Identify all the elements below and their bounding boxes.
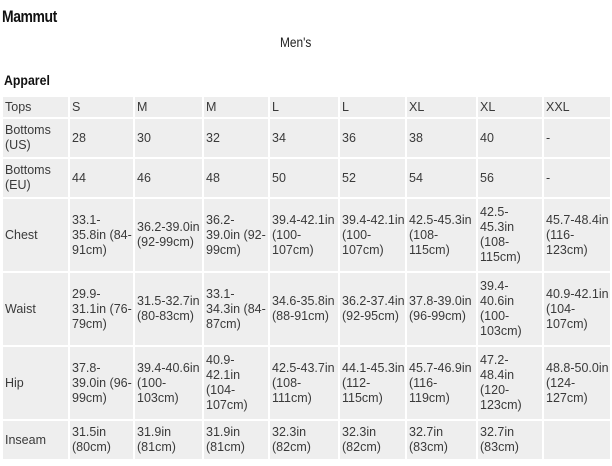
- table-cell: 28: [70, 119, 133, 157]
- table-cell: 31.9in (81cm): [204, 421, 268, 459]
- table-cell: 54: [407, 159, 476, 197]
- table-cell: 42.5-45.3in (108-115cm): [478, 199, 542, 271]
- table-cell: 32.3in (82cm): [270, 421, 338, 459]
- table-cell: 36.2-39.0in (92-99cm): [204, 199, 268, 271]
- table-cell: 31.9in (81cm): [135, 421, 202, 459]
- row-label-hip: Hip: [3, 347, 68, 419]
- table-cell: 38: [407, 119, 476, 157]
- section-heading: Apparel: [4, 72, 50, 88]
- table-cell: 46: [135, 159, 202, 197]
- table-cell: 32.3in (82cm): [340, 421, 405, 459]
- table-cell: 34: [270, 119, 338, 157]
- table-cell: M: [204, 97, 268, 117]
- table-cell: 45.7-46.9in (116-119cm): [407, 347, 476, 419]
- row-label-inseam: Inseam: [3, 421, 68, 459]
- table-cell: 40: [478, 119, 542, 157]
- table-cell: L: [270, 97, 338, 117]
- table-cell: 44.1-45.3in (112-115cm): [340, 347, 405, 419]
- table-cell: 39.4-42.1in (100-107cm): [270, 199, 338, 271]
- table-cell: 32.7in (83cm): [407, 421, 476, 459]
- row-label-tops: Tops: [3, 97, 68, 117]
- table-cell: XL: [407, 97, 476, 117]
- table-cell: 52: [340, 159, 405, 197]
- table-cell: 40.9-42.1in (104-107cm): [204, 347, 268, 419]
- table-cell: 33.1-34.3in (84-87cm): [204, 273, 268, 345]
- table-cell: 30: [135, 119, 202, 157]
- table-row-tops: [3, 97, 610, 117]
- table-cell: XXL: [544, 97, 610, 117]
- table-cell: 29.9-31.1in (76-79cm): [70, 273, 133, 345]
- table-cell: 37.8-39.0in (96-99cm): [407, 273, 476, 345]
- table-cell: 40.9-42.1in (104-107cm): [544, 273, 610, 345]
- table-cell: 36.2-37.4in (92-95cm): [340, 273, 405, 345]
- table-row-waist: [3, 273, 610, 345]
- table-cell: -: [544, 159, 610, 197]
- table-cell: 36.2-39.0in (92-99cm): [135, 199, 202, 271]
- table-cell: S: [70, 97, 133, 117]
- table-cell: 42.5-43.7in (108-111cm): [270, 347, 338, 419]
- table-cell: 37.8-39.0in (96-99cm): [70, 347, 133, 419]
- table-cell: 39.4-40.6in (100-103cm): [135, 347, 202, 419]
- table-cell: 34.6-35.8in (88-91cm): [270, 273, 338, 345]
- table-cell: 36: [340, 119, 405, 157]
- table-cell: 56: [478, 159, 542, 197]
- table-cell: 50: [270, 159, 338, 197]
- row-label-waist: Waist: [3, 273, 68, 345]
- table-cell: 44: [70, 159, 133, 197]
- table-cell: 48: [204, 159, 268, 197]
- table-row-chest: [3, 199, 610, 271]
- row-label-chest: Chest: [3, 199, 68, 271]
- table-cell: 39.4-40.6in (100-103cm): [478, 273, 542, 345]
- table-row-hip: [3, 347, 610, 419]
- table-cell: XL: [478, 97, 542, 117]
- table-cell: 42.5-45.3in (108-115cm): [407, 199, 476, 271]
- chart-subtitle: Men's: [280, 34, 312, 50]
- table-cell: 48.8-50.0in (124-127cm): [544, 347, 610, 419]
- table-cell: 39.4-42.1in (100-107cm): [340, 199, 405, 271]
- table-cell: M: [135, 97, 202, 117]
- size-chart-table: [1, 95, 612, 461]
- table-row-inseam: [3, 421, 610, 459]
- brand-logo: Mammut: [2, 7, 57, 26]
- table-cell: L: [340, 97, 405, 117]
- table-cell: 47.2-48.4in (120-123cm): [478, 347, 542, 419]
- table-cell: 32: [204, 119, 268, 157]
- table-cell: [544, 421, 610, 459]
- row-label-bottoms-eu: Bottoms (EU): [3, 159, 68, 197]
- table-row-bottoms-eu: [3, 159, 610, 197]
- table-cell: 33.1-35.8in (84-91cm): [70, 199, 133, 271]
- row-label-bottoms-us: Bottoms (US): [3, 119, 68, 157]
- table-cell: 32.7in (83cm): [478, 421, 542, 459]
- table-cell: 31.5-32.7in (80-83cm): [135, 273, 202, 345]
- table-cell: 45.7-48.4in (116-123cm): [544, 199, 610, 271]
- table-cell: 31.5in (80cm): [70, 421, 133, 459]
- table-cell: -: [544, 119, 610, 157]
- table-row-bottoms-us: [3, 119, 610, 157]
